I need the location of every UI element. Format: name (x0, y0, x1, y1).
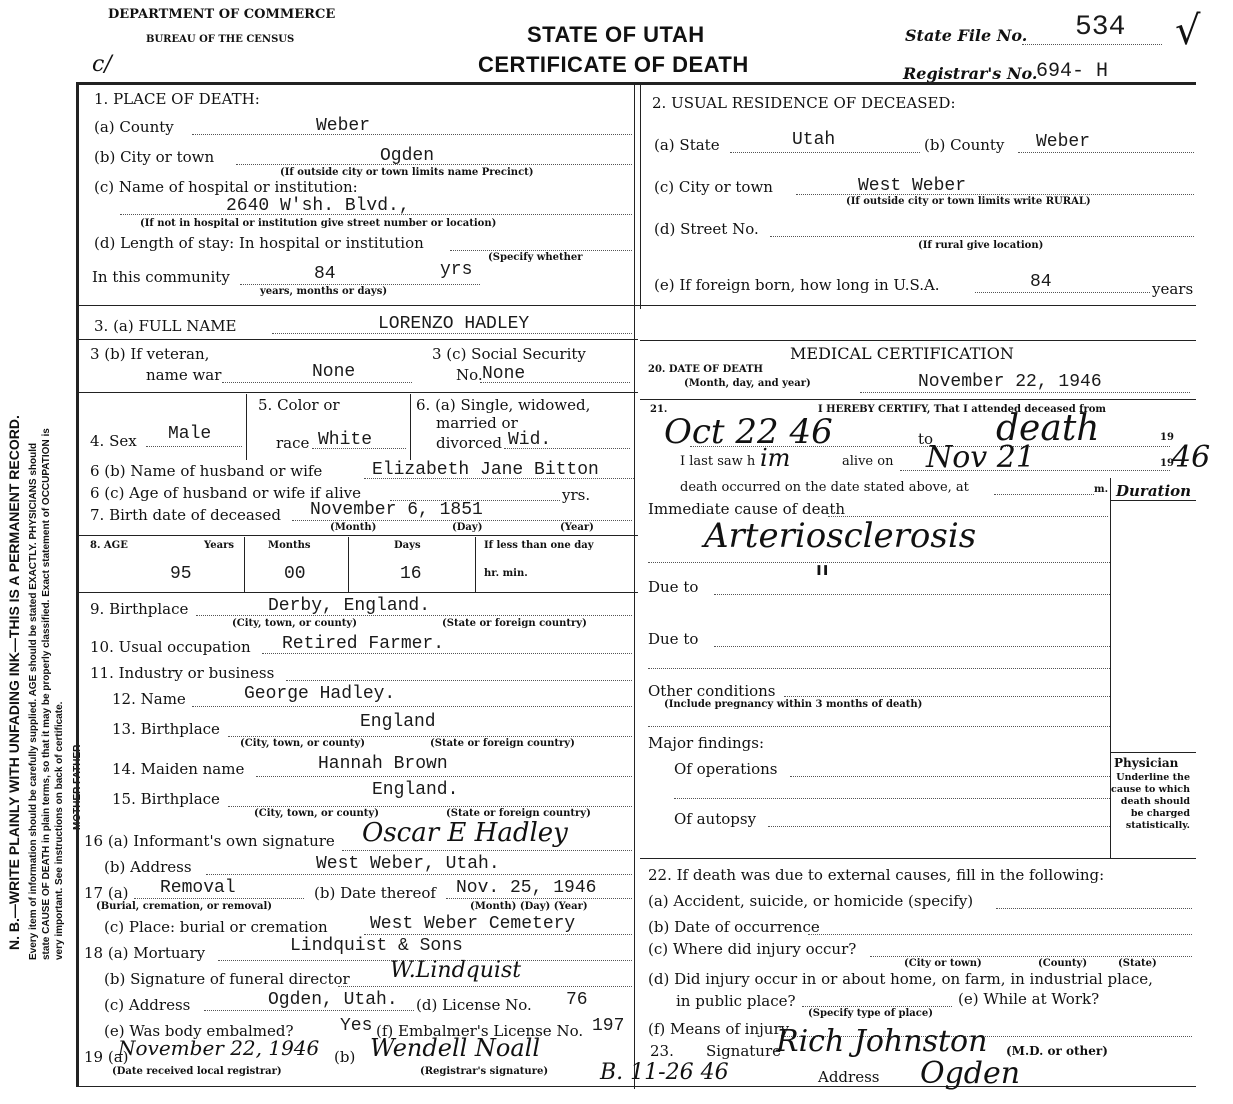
hospital-note: (If not in hospital or institution give street number or location) (140, 218, 497, 229)
due-to-mark: " (814, 560, 831, 601)
father-birthplace-value: England (360, 712, 436, 732)
accident-label: (a) Accident, suicide, or homicide (specify) (648, 892, 974, 910)
burial-date-value: Nov. 25, 1946 (456, 878, 597, 898)
operations-label: Of operations (674, 760, 778, 778)
mortuary-label: 18 (a) Mortuary (84, 944, 206, 962)
informant-address-value: West Weber, Utah. (316, 854, 500, 874)
age-days-value: 16 (400, 564, 422, 584)
hospital-label: (c) Name of hospital or institution: (94, 178, 358, 196)
signature-23-number: 23. (650, 1042, 674, 1060)
last-saw-value: im (760, 444, 791, 472)
cert-number: 21. (650, 404, 668, 415)
marital-label-1: 6. (a) Single, widowed, (416, 396, 591, 414)
occupation-label: 10. Usual occupation (90, 638, 251, 656)
foreign-label: (e) If foreign born, how long in U.S.A. (654, 276, 940, 294)
title-certificate: CERTIFICATE OF DEATH (478, 52, 749, 77)
spouse-label: 6 (b) Name of husband or wife (90, 462, 323, 480)
informant-signature-label: 16 (a) Informant's own signature (84, 832, 335, 850)
birthplace-city-note: (City, town, or county) (232, 618, 357, 629)
embalmer-value: 197 (592, 1016, 625, 1036)
license-value: 76 (566, 990, 588, 1010)
birth-year-note: (Year) (560, 522, 594, 533)
mother-state-note: (State or foreign country) (446, 808, 591, 819)
death-date-note: (Month, day, and year) (684, 378, 811, 389)
year-handwritten: 46 (1172, 440, 1211, 475)
while-at-work-label: (e) While at Work? (958, 990, 1100, 1008)
physician-signature: Rich Johnston (776, 1024, 988, 1059)
burial-date-label: (b) Date thereof (314, 884, 436, 902)
color-label: 5. Color or (258, 396, 340, 414)
months-label: Months (268, 540, 311, 551)
res-street-note: (If rural give location) (918, 240, 1044, 251)
spouse-age-label: 6 (c) Age of husband or wife if alive (90, 484, 362, 502)
duration-label: Duration (1116, 482, 1192, 500)
community-label: In this community (92, 268, 230, 286)
mother-name-value: Hannah Brown (318, 754, 448, 774)
res-state-value: Utah (792, 130, 836, 150)
means-label: (f) Means of injury (648, 1020, 790, 1038)
bottom-numbers: B. 11-26 46 (600, 1060, 729, 1085)
mother-father-label: MOTHER FATHER (72, 744, 83, 830)
burial-type-note: (Burial, cremation, or removal) (96, 901, 272, 912)
informant-address-label: (b) Address (104, 858, 192, 876)
director-signature: W.Lindquist (390, 958, 522, 983)
public-place-label: in public place? (676, 992, 796, 1010)
mortuary-address-label: (c) Address (104, 996, 191, 1014)
birthplace-state-note: (State or foreign country) (442, 618, 587, 629)
where-state-note: (State) (1118, 958, 1157, 969)
pregnancy-note: (Include pregnancy within 3 months of death) (664, 699, 923, 710)
city-note: (If outside city or town limits name Precinct) (280, 167, 534, 178)
date-received-note: (Date received local registrar) (112, 1066, 282, 1077)
res-city-label: (c) City or town (654, 178, 773, 196)
sex-value: Male (168, 424, 212, 444)
foreign-value: 84 (1030, 272, 1052, 292)
age-label: 8. AGE (90, 540, 128, 551)
veteran-label: 3 (b) If veteran, (90, 345, 210, 363)
check-mark: √ (1175, 8, 1201, 54)
side-note-1: Every item of information should be carefully supplied. AGE should be stated EXACTLY. PHYSICIANS should (28, 442, 39, 960)
age-years-value: 95 (170, 564, 192, 584)
state-file-label: State File No. (905, 26, 1028, 45)
immediate-cause-label: Immediate cause of death (648, 500, 846, 518)
community-value: 84 (314, 264, 336, 284)
physician-heading: Physician (1114, 756, 1179, 770)
last-saw-label: I last saw h (680, 454, 756, 469)
industry-label: 11. Industry or business (90, 664, 275, 682)
side-note-3: very important. See instructions on back of certificate. (54, 701, 65, 960)
mother-birthplace-label: 15. Birthplace (112, 790, 220, 808)
embalmed-value: Yes (340, 1016, 373, 1036)
registrar-signature: Wendell Noall (370, 1034, 541, 1062)
community-unit: yrs (440, 260, 473, 280)
immediate-cause-value: Arteriosclerosis (704, 516, 977, 556)
father-name-label: 12. Name (112, 690, 186, 708)
physician-address-value: Ogden (920, 1056, 1021, 1091)
side-note-2: state CAUSE OF DEATH in plain terms, so that it may be properly classified. Exact statement of OCCUPATION is (41, 428, 52, 960)
state-file-number: 534 (1075, 12, 1126, 43)
to-label: to (918, 430, 934, 448)
county-value: Weber (316, 116, 371, 136)
where-label: (c) Where did injury occur? (648, 940, 857, 958)
registrar-b-label: (b) (334, 1048, 356, 1066)
license-label: (d) License No. (416, 996, 532, 1014)
race-value: White (318, 430, 373, 450)
place-of-death-heading: 1. PLACE OF DEATH: (94, 90, 260, 108)
occupation-value: Retired Farmer. (282, 634, 445, 654)
due-to-label-2: Due to (648, 630, 699, 648)
registrar-label: Registrar's No. (903, 64, 1038, 83)
years-label: Years (204, 540, 235, 551)
ymd-note: years, months or days) (260, 286, 388, 297)
ss-value: None (482, 364, 526, 384)
death-date-label: 20. DATE OF DEATH (648, 364, 763, 375)
less-day-label: If less than one day (484, 540, 594, 551)
place-type-note: (Specify type of place) (808, 1008, 933, 1019)
mother-birthplace-value: England. (372, 780, 459, 800)
full-name-label: 3. (a) FULL NAME (94, 317, 237, 335)
alive-on-value: Nov 21 (926, 440, 1035, 475)
birthplace-label: 9. Birthplace (90, 600, 189, 618)
sex-label: 4. Sex (90, 432, 137, 450)
mortuary-value: Lindquist & Sons (290, 936, 463, 956)
father-birthplace-label: 13. Birthplace (112, 720, 220, 738)
residence-heading: 2. USUAL RESIDENCE OF DECEASED: (652, 94, 956, 112)
race-label: race (276, 434, 310, 452)
attended-from-value: Oct 22 46 (664, 412, 833, 452)
stay-label: (d) Length of stay: In hospital or institution (94, 234, 424, 252)
full-name-value: LORENZO HADLEY (378, 314, 530, 334)
other-conditions-label: Other conditions (648, 682, 776, 700)
birth-date-value: November 6, 1851 (310, 500, 483, 520)
mother-city-note: (City, town, or county) (254, 808, 379, 819)
medical-heading: MEDICAL CERTIFICATION (790, 344, 1014, 363)
marital-label-2: married or (436, 414, 518, 432)
where-city-note: (City or town) (904, 958, 982, 969)
md-label: (M.D. or other) (1006, 1044, 1108, 1058)
birthplace-value: Derby, England. (268, 596, 431, 616)
director-label: (b) Signature of funeral director (104, 970, 350, 988)
mother-name-label: 14. Maiden name (112, 760, 245, 778)
embalmed-label: (e) Was body embalmed? (104, 1022, 294, 1040)
due-to-label-1: Due to (648, 578, 699, 596)
registrar-19a-label: 19 (a) (84, 1048, 129, 1066)
year-prefix-2: 19 (1160, 458, 1174, 469)
department-label: DEPARTMENT OF COMMERCE (108, 7, 336, 22)
informant-signature: Oscar E Hadley (362, 818, 568, 848)
days-label: Days (394, 540, 421, 551)
bureau-label: BUREAU OF THE CENSUS (146, 34, 295, 45)
burial-place-value: West Weber Cemetery (370, 914, 576, 934)
spouse-value: Elizabeth Jane Bitton (372, 460, 599, 480)
father-state-note: (State or foreign country) (430, 738, 575, 749)
farm-label: (d) Did injury occur in or about home, on farm, in industrial place, (648, 970, 1153, 988)
external-heading: 22. If death was due to external causes, fill in the following: (648, 866, 1105, 884)
veteran-label-2: name war (146, 366, 222, 384)
physician-note: Underline the cause to which death should be charged statistically. (1111, 772, 1190, 831)
birth-month-note: (Month) (330, 522, 377, 533)
alive-on-label: alive on (842, 454, 894, 469)
registrar-sig-note: (Registrar's signature) (420, 1066, 549, 1077)
res-state-label: (a) State (654, 136, 720, 154)
veteran-value: None (312, 362, 356, 382)
father-city-note: (City, town, or county) (240, 738, 365, 749)
res-county-value: Weber (1036, 132, 1091, 152)
death-date-value: November 22, 1946 (918, 372, 1102, 392)
city-value: Ogden (380, 146, 435, 166)
burial-type-value: Removal (160, 878, 236, 898)
res-city-value: West Weber (858, 176, 967, 196)
foreign-unit: years (1152, 280, 1194, 298)
embalmer-label: (f) Embalmer's License No. (376, 1022, 584, 1040)
burial-date-note: (Month) (Day) (Year) (470, 901, 588, 912)
title-state: STATE OF UTAH (527, 22, 705, 47)
corner-mark: c/ (92, 52, 112, 77)
res-county-label: (b) County (924, 136, 1005, 154)
specify-note: (Specify whether (488, 252, 583, 263)
registrar-date-value: November 22, 1946 (118, 1036, 320, 1060)
res-street-label: (d) Street No. (654, 220, 759, 238)
signature-label: Signature (706, 1042, 782, 1060)
registrar-number: 694- H (1036, 60, 1109, 83)
birth-day-note: (Day) (452, 522, 483, 533)
city-label: (b) City or town (94, 148, 215, 166)
attended-to-value: death (996, 408, 1100, 449)
where-county-note: (County) (1038, 958, 1088, 969)
marital-value: Wid. (508, 430, 552, 450)
hr-min-label: hr. min. (484, 568, 528, 579)
county-label: (a) County (94, 118, 174, 136)
father-name-value: George Hadley. (244, 684, 396, 704)
cert-text: I HEREBY CERTIFY, That I attended deceased from (818, 404, 1107, 415)
burial-place-label: (c) Place: burial or cremation (104, 918, 328, 936)
year-prefix-1: 19 (1160, 432, 1174, 443)
age-months-value: 00 (284, 564, 306, 584)
physician-address-label: Address (818, 1068, 880, 1086)
side-note-main: N. B.—WRITE PLAINLY WITH UNFADING INK—THIS IS A PERMANENT RECORD. (6, 415, 22, 950)
marital-label-3: divorced (436, 434, 502, 452)
ss-label-2: No. (456, 366, 483, 384)
m-label: m. (1094, 484, 1109, 495)
burial-17a-label: 17 (a) (84, 884, 129, 902)
res-city-note: (If outside city or town limits write RURAL) (846, 196, 1091, 207)
birth-date-label: 7. Birth date of deceased (90, 506, 281, 524)
autopsy-label: Of autopsy (674, 810, 757, 828)
mortuary-address-value: Ogden, Utah. (268, 990, 398, 1010)
death-occurred-label: death occurred on the date stated above, at (680, 480, 969, 495)
occurrence-label: (b) Date of occurrence (648, 918, 820, 936)
spouse-age-unit: yrs. (562, 486, 591, 504)
hospital-value: 2640 W'sh. Blvd., (226, 196, 410, 216)
major-findings-label: Major findings: (648, 734, 765, 752)
ss-label: 3 (c) Social Security (432, 345, 586, 363)
